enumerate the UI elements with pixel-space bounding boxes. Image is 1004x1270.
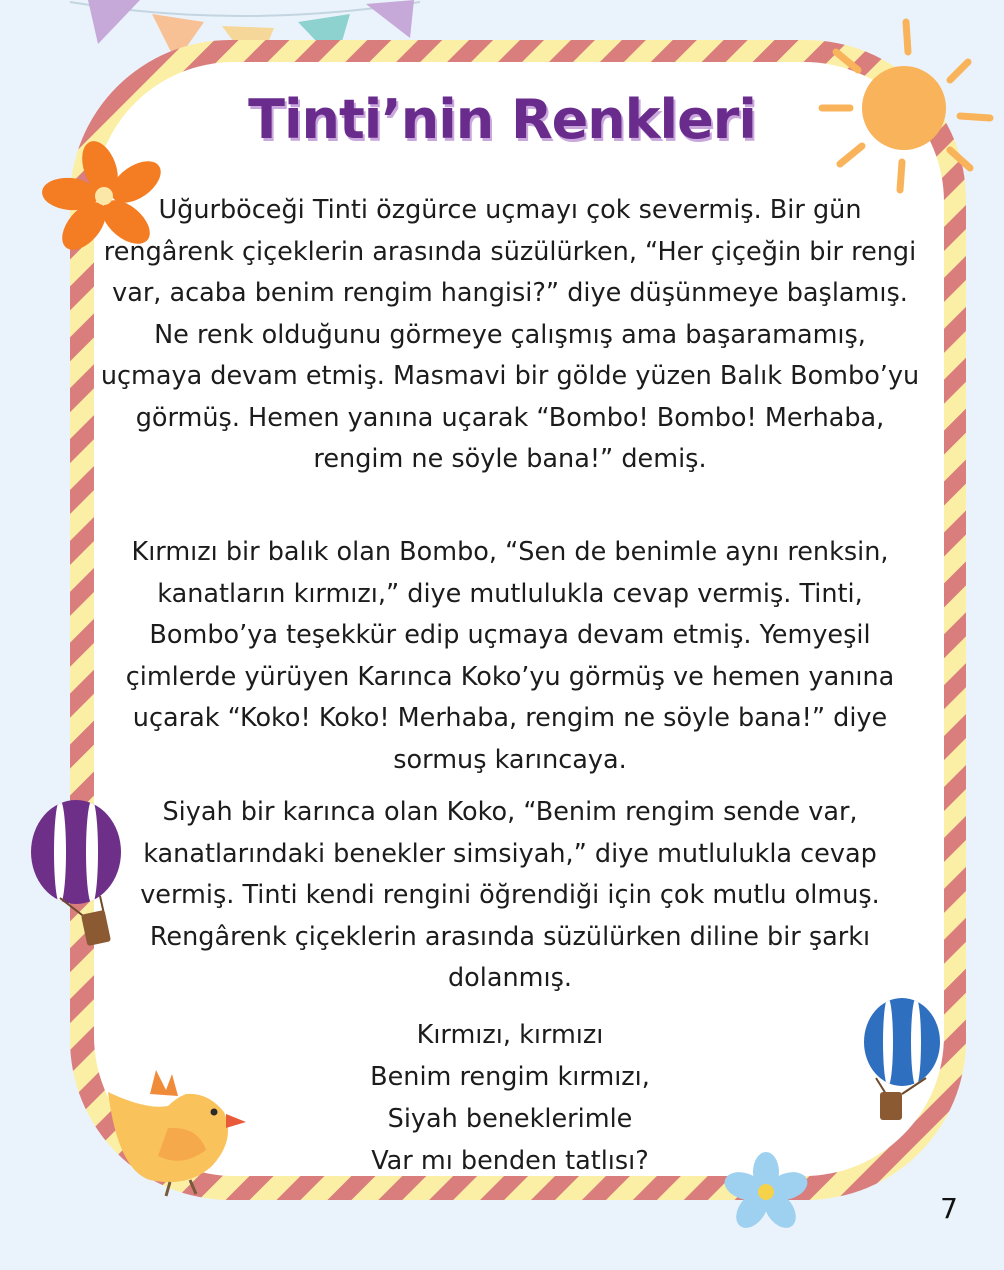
page-number: 7	[940, 1192, 958, 1225]
poem-line: Siyah beneklerimle	[387, 1104, 633, 1134]
story-paragraph-2: Kırmızı bir balık olan Bombo, “Sen de benimle aynı renksin, kanatların kırmızı,” diye mutlulukla cevap vermiş. Tinti, Bombo’ya teşekkür edip uçmaya devam etmiş. Yemyeşil çimlerde yürüyen Karınca Koko’yu görmüş ve hemen yanına uçarak “Koko! Koko! Merhaba, rengim ne söyle bana!” diye sormuş karıncaya.	[125, 537, 895, 775]
poem-line: Var mı benden tatlısı?	[371, 1146, 649, 1176]
poem-line: Kırmızı, kırmızı	[416, 1020, 604, 1050]
page-title: Tinti’nin Renkleri	[248, 88, 756, 151]
story-paragraph-1: Uğurböceği Tinti özgürce uçmayı çok severmiş. Bir gün rengârenk çiçeklerin arasında süzülürken, “Her çiçeğin bir rengi var, acaba benim rengim hangisi?” diye düşünmeye başlamış. Ne renk olduğunu görmeye çalışmış ama başaramamış, uçmaya devam etmiş. Masmavi bir gölde yüzen Balık Bombo’yu görmüş. Hemen yanına uçarak “Bombo! Bombo! Merhaba, rengim ne söyle bana!” demiş.	[100, 195, 920, 474]
story-paragraph-3: Siyah bir karınca olan Koko, “Benim rengim sende var, kanatlarındaki benekler simsiyah,” diye mutlulukla cevap vermiş. Tinti kendi rengini öğrendiği için çok mutlu olmuş. Rengârenk çiçeklerin arasında süzülürken diline bir şarkı dolanmış.	[140, 797, 880, 993]
poem	[100, 1014, 920, 1182]
poem-line: Benim rengim kırmızı,	[370, 1062, 650, 1092]
